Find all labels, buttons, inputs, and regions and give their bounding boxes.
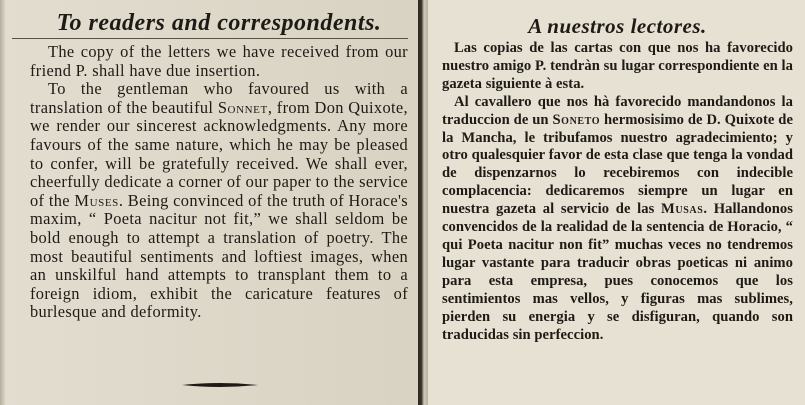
spanish-p2-text-a: Al cavallero que nos hà favorecido mandandonos la traduccion de un bbox=[442, 93, 793, 128]
spanish-musas-word: Musas bbox=[661, 201, 704, 218]
spanish-title: A nuestros lectores. bbox=[528, 14, 707, 38]
english-paragraph-1: The copy of the letters we have received from our friend P. shall have due insertion. bbox=[30, 42, 408, 80]
title-rule bbox=[12, 38, 408, 39]
spanish-p2-text-c: . Hallandonos convencidos de la realidad de la sentencia de Horacio, “ qui Poeta nacitur non fit” muchas veces no tendremos lugar vastante para traducir obras poeticas ni animo para esta empresa, pues conocemos que los sentimientos mas vellos, y figuras mas sublimes, pierden su energia y se disfiguran, quando son traducidas sin perfeccion. bbox=[442, 201, 793, 343]
english-p2-text-b: , from Don Quixote, we render our sincerest acknowledgments. Any more favours of the same nature, which he may be pleased to confer, will be gratefully received. We shall ever, cheerfully dedicate a corner of our paper to the service of the bbox=[30, 97, 408, 210]
english-title: To readers and correspondents. bbox=[56, 10, 382, 36]
spanish-soneto-word: Soneto bbox=[552, 111, 601, 128]
ornament-rule-icon bbox=[180, 380, 260, 390]
column-divider bbox=[418, 0, 428, 405]
english-paragraph-2 bbox=[30, 80, 408, 322]
spanish-paragraph-1: Las copias de las cartas con que nos ha favorecido nuestro amigo P. tendràn su lugar correspondiente en la gazeta siguiente à esta. bbox=[442, 40, 793, 92]
english-p2-text-c: . Being convinced of the truth of Horace's maxim, “ Poeta nacitur not fit,” we shall seldom be bold enough to attempt a translation of poetry. The most beautiful sentiments and loftiest images, when an unskilful hand attempts to transplant them to a foreign idiom, exhibit the caricature features of burlesque and deformity. bbox=[30, 190, 408, 322]
english-muses-word: Muses bbox=[74, 190, 119, 210]
spanish-paragraph-2 bbox=[442, 94, 793, 345]
english-sonnet-word: Sonnet bbox=[217, 97, 268, 117]
spanish-p2-text-b: hermosisimo de D. Quixote de la Mancha, le tribufamos nuestro agradecimiento; y otro qualesquier favor de esta clase que tenga la vondad de dispenzarnos lo recebiremos con indecible complacencia: dedicaremos siempre un lugar en nuestra gazeta al servicio de las bbox=[442, 111, 793, 218]
english-p2-text-a: To the gentleman who favoured us with a translation of the beautiful bbox=[30, 79, 408, 117]
spanish-column bbox=[428, 0, 805, 405]
